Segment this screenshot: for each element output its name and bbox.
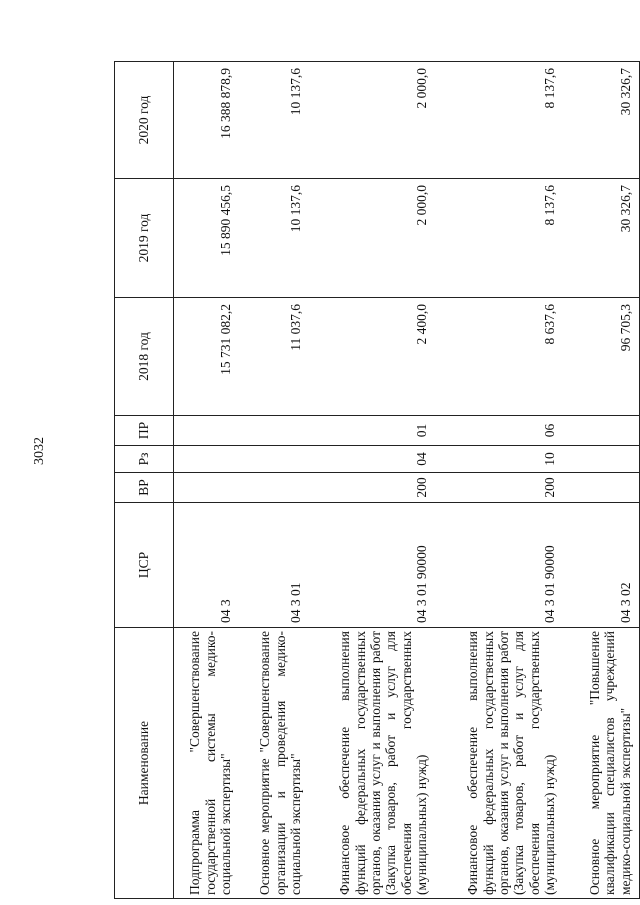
row-pr <box>174 416 240 446</box>
row-csr: 04 3 <box>174 503 240 628</box>
table-row <box>240 62 310 899</box>
table-row <box>310 62 436 899</box>
row-name: Основное мероприятие "Совершенствование организации и проведения медико-социальной экспертизы" <box>240 628 310 899</box>
row-vr <box>174 473 240 503</box>
row-2019: 10 137,6 <box>240 179 310 298</box>
row-name: Основное мероприятие "Повышение квалификации специалистов учреждений медико-социальной экспертизы" <box>564 628 640 899</box>
row-name: Финансовое обеспечение выполнения функций федеральных государственных органов, оказания услуг и выполнения работ (Закупка товаров, работ и услуг для обеспечения государственных (муниципальных) нужд) <box>436 628 564 899</box>
rotated-page-content <box>114 62 640 899</box>
row-2018: 96 705,3 <box>564 298 640 416</box>
row-vr: 200 <box>436 473 564 503</box>
header-2020: 2020 год <box>115 62 174 179</box>
row-vr <box>564 473 640 503</box>
row-2019: 30 326,7 <box>564 179 640 298</box>
row-2019: 8 137,6 <box>436 179 564 298</box>
row-2020: 2 000,0 <box>310 62 436 179</box>
row-2018: 2 400,0 <box>310 298 436 416</box>
row-2018: 15 731 082,2 <box>174 298 240 416</box>
row-2019: 15 890 456,5 <box>174 179 240 298</box>
row-vr <box>240 473 310 503</box>
table-row <box>436 62 564 899</box>
row-rz: 10 <box>436 446 564 473</box>
row-pr <box>240 416 310 446</box>
row-2020: 16 388 878,9 <box>174 62 240 179</box>
row-rz <box>240 446 310 473</box>
row-name: Финансовое обеспечение выполнения функций федеральных государственных органов, оказания услуг и выполнения работ (Закупка товаров, работ и услуг для обеспечения государственных (муниципальных) нужд) <box>310 628 436 899</box>
header-name: Наименование <box>115 628 174 899</box>
row-pr: 01 <box>310 416 436 446</box>
table-row <box>564 62 640 899</box>
row-2020: 10 137,6 <box>240 62 310 179</box>
row-vr: 200 <box>310 473 436 503</box>
header-rz: Рз <box>115 446 174 473</box>
header-pr: ПР <box>115 416 174 446</box>
row-rz <box>564 446 640 473</box>
header-csr: ЦСР <box>115 503 174 628</box>
table-row <box>174 62 240 899</box>
header-vr: ВР <box>115 473 174 503</box>
row-name: Подпрограмма "Совершенствование государственной системы медико-социальной экспертизы" <box>174 628 240 899</box>
row-pr <box>564 416 640 446</box>
row-2019: 2 000,0 <box>310 179 436 298</box>
row-pr: 06 <box>436 416 564 446</box>
header-2018: 2018 год <box>115 298 174 416</box>
row-rz <box>174 446 240 473</box>
row-2020: 30 326,7 <box>564 62 640 179</box>
header-2019: 2019 год <box>115 179 174 298</box>
budget-table <box>114 61 640 899</box>
page-number: 3032 <box>32 437 47 465</box>
row-rz: 04 <box>310 446 436 473</box>
row-csr: 04 3 01 <box>240 503 310 628</box>
row-csr: 04 3 01 90000 <box>436 503 564 628</box>
table-header-row <box>115 62 174 899</box>
row-csr: 04 3 01 90000 <box>310 503 436 628</box>
row-2018: 11 037,6 <box>240 298 310 416</box>
row-2020: 8 137,6 <box>436 62 564 179</box>
row-2018: 8 637,6 <box>436 298 564 416</box>
row-csr: 04 3 02 <box>564 503 640 628</box>
